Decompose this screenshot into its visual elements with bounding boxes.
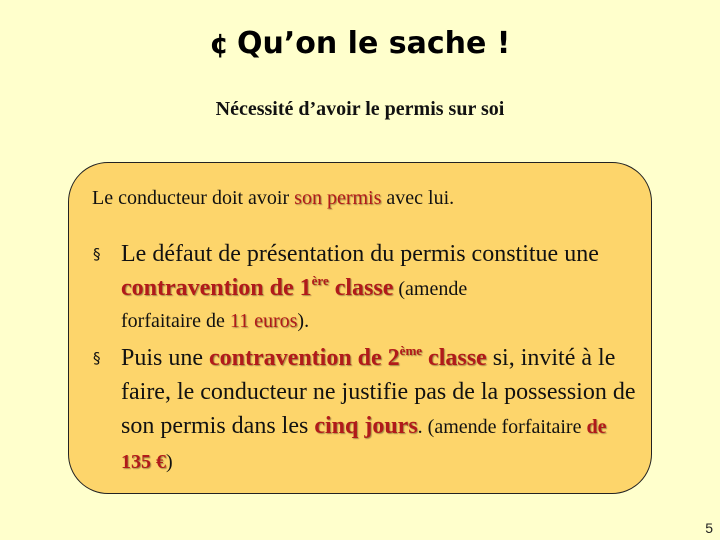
intro-highlight: son permis (294, 187, 382, 209)
intro-text-before: Le conducteur doit avoir (92, 187, 295, 209)
slide-title (0, 26, 720, 61)
intro-text-after: avec lui. (381, 187, 455, 209)
bullet-item-2: Puis une contravention de 2ème classe si, invité à le faire, le conducteur ne justifie pas de la possession de son permis dans les cinq jours. (amende forfaitaire de 135 €) (121, 343, 636, 473)
bullet1-highlight: contravention de 1ère classe (121, 273, 394, 301)
intro-line (92, 187, 454, 210)
bullet2-amount-highlight: de 135 € (121, 416, 607, 473)
slide-subtitle: Nécessité d’avoir le permis sur soi (215, 98, 505, 120)
cents-icon: ¢ (209, 27, 229, 60)
bullet1-amount-highlight: 11 euros (229, 310, 298, 332)
bullet-square-icon: § (93, 349, 101, 367)
bullet2-days-highlight: cinq jours (314, 413, 418, 439)
bullet1-line3: forfaitaire de 11 euros). (121, 310, 310, 332)
page-number: 5 (705, 520, 713, 536)
content-box (68, 162, 652, 494)
bullet-item-1 (121, 237, 641, 336)
bullet2-text-after: si, invité à le faire, le conducteur ne justifie pas de la possession de son permis dans les (121, 345, 636, 439)
bullet1-text-after: (amende (393, 278, 468, 300)
slide-title-text: Qu’on le sache ! (237, 26, 511, 61)
bullet2-text: Puis une (121, 345, 210, 371)
bullet-square-icon: § (93, 245, 101, 263)
bullet1-text: Le défaut de présentation du permis constitue une (121, 241, 599, 267)
bullet2-highlight: contravention de 2ème classe (209, 343, 487, 371)
